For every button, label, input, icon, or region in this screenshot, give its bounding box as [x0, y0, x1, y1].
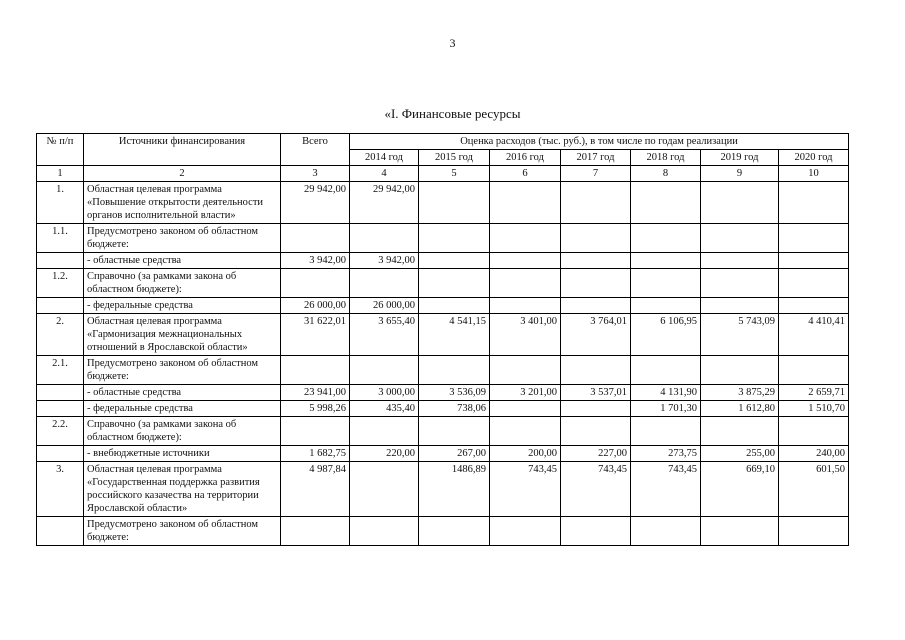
row-year-value: 738,06 — [419, 401, 490, 417]
row-year-value — [561, 182, 631, 224]
row-year-value: 743,45 — [561, 462, 631, 517]
row-year-value — [701, 356, 779, 385]
row-number — [37, 385, 84, 401]
row-year-value — [631, 224, 701, 253]
header-sources: Источники финансирования — [84, 134, 281, 166]
row-total — [281, 224, 350, 253]
row-total: 1 682,75 — [281, 446, 350, 462]
row-year-value — [419, 356, 490, 385]
row-year-value — [779, 253, 849, 269]
row-number: 2.2. — [37, 417, 84, 446]
header-total: Всего — [281, 134, 350, 166]
row-year-value: 4 410,41 — [779, 314, 849, 356]
table-row — [37, 314, 849, 356]
row-year-value — [701, 417, 779, 446]
row-source: Справочно (за рамками закона об областном бюджете): — [84, 417, 281, 446]
row-year-value: 2 659,71 — [779, 385, 849, 401]
index-cell: 4 — [350, 166, 419, 182]
row-number: 1.2. — [37, 269, 84, 298]
row-year-value — [779, 269, 849, 298]
row-total: 26 000,00 — [281, 298, 350, 314]
row-year-value: 3 201,00 — [490, 385, 561, 401]
index-cell: 6 — [490, 166, 561, 182]
row-number — [37, 298, 84, 314]
row-year-value — [561, 517, 631, 546]
row-number: 1. — [37, 182, 84, 224]
table-row — [37, 417, 849, 446]
row-total — [281, 517, 350, 546]
row-source: - областные средства — [84, 385, 281, 401]
header-year: 2018 год — [631, 150, 701, 166]
row-year-value — [561, 356, 631, 385]
row-number — [37, 517, 84, 546]
row-year-value — [561, 417, 631, 446]
table-row — [37, 385, 849, 401]
row-year-value — [490, 182, 561, 224]
row-year-value — [779, 517, 849, 546]
row-year-value: 3 000,00 — [350, 385, 419, 401]
header-no: № п/п — [37, 134, 84, 166]
row-total: 31 622,01 — [281, 314, 350, 356]
row-year-value — [490, 401, 561, 417]
row-total — [281, 269, 350, 298]
row-year-value: 1 612,80 — [701, 401, 779, 417]
row-year-value — [419, 253, 490, 269]
row-year-value — [350, 224, 419, 253]
index-cell: 1 — [37, 166, 84, 182]
row-year-value — [631, 253, 701, 269]
row-year-value — [419, 182, 490, 224]
row-year-value: 3 942,00 — [350, 253, 419, 269]
table-row — [37, 462, 849, 517]
row-year-value — [701, 517, 779, 546]
row-year-value — [490, 224, 561, 253]
header-estimate: Оценка расходов (тыс. руб.), в том числе по годам реализации — [350, 134, 849, 150]
row-year-value — [779, 224, 849, 253]
row-source: - федеральные средства — [84, 298, 281, 314]
row-year-value — [490, 298, 561, 314]
row-year-value: 3 536,09 — [419, 385, 490, 401]
row-year-value — [350, 356, 419, 385]
row-source: Областная целевая программа «Повышение открытости деятельности органов исполнительной власти» — [84, 182, 281, 224]
row-year-value: 273,75 — [631, 446, 701, 462]
row-year-value — [779, 182, 849, 224]
row-year-value: 1 510,70 — [779, 401, 849, 417]
row-year-value — [350, 517, 419, 546]
row-total: 23 941,00 — [281, 385, 350, 401]
row-year-value: 255,00 — [701, 446, 779, 462]
row-year-value: 4 131,90 — [631, 385, 701, 401]
row-year-value — [561, 269, 631, 298]
row-number: 3. — [37, 462, 84, 517]
header-year: 2016 год — [490, 150, 561, 166]
row-year-value — [631, 269, 701, 298]
row-year-value — [779, 417, 849, 446]
row-number: 1.1. — [37, 224, 84, 253]
row-year-value — [490, 417, 561, 446]
row-year-value: 3 655,40 — [350, 314, 419, 356]
row-year-value: 267,00 — [419, 446, 490, 462]
index-cell: 3 — [281, 166, 350, 182]
row-year-value — [779, 298, 849, 314]
row-total — [281, 417, 350, 446]
row-source: - областные средства — [84, 253, 281, 269]
row-year-value: 220,00 — [350, 446, 419, 462]
row-year-value — [631, 417, 701, 446]
row-year-value: 1486,89 — [419, 462, 490, 517]
row-year-value — [701, 253, 779, 269]
row-year-value: 435,40 — [350, 401, 419, 417]
row-source: - внебюджетные источники — [84, 446, 281, 462]
row-year-value — [701, 298, 779, 314]
row-year-value — [350, 269, 419, 298]
row-number: 2. — [37, 314, 84, 356]
header-year: 2017 год — [561, 150, 631, 166]
row-year-value: 669,10 — [701, 462, 779, 517]
row-year-value — [490, 356, 561, 385]
row-number: 2.1. — [37, 356, 84, 385]
row-year-value — [350, 462, 419, 517]
row-year-value: 3 875,29 — [701, 385, 779, 401]
row-total: 5 998,26 — [281, 401, 350, 417]
header-year: 2014 год — [350, 150, 419, 166]
index-cell: 5 — [419, 166, 490, 182]
index-cell: 2 — [84, 166, 281, 182]
row-year-value: 29 942,00 — [350, 182, 419, 224]
header-row — [37, 134, 849, 150]
page-number: 3 — [449, 36, 456, 50]
row-year-value: 6 106,95 — [631, 314, 701, 356]
row-year-value: 3 764,01 — [561, 314, 631, 356]
table-row — [37, 446, 849, 462]
row-year-value — [490, 253, 561, 269]
row-year-value — [701, 224, 779, 253]
row-year-value: 200,00 — [490, 446, 561, 462]
row-year-value: 3 401,00 — [490, 314, 561, 356]
row-year-value: 240,00 — [779, 446, 849, 462]
section-title: «I. Финансовые ресурсы — [384, 106, 521, 121]
row-total: 4 987,84 — [281, 462, 350, 517]
table-row — [37, 517, 849, 546]
row-source: Предусмотрено законом об областном бюджете: — [84, 356, 281, 385]
row-source: Областная целевая программа «Государственная поддержка развития российского казачества на территории Ярославской области» — [84, 462, 281, 517]
financial-resources-table — [36, 133, 849, 546]
table-row — [37, 298, 849, 314]
table-row — [37, 253, 849, 269]
row-source: Предусмотрено законом об областном бюджете: — [84, 224, 281, 253]
row-year-value — [419, 224, 490, 253]
row-year-value — [419, 298, 490, 314]
row-source: Областная целевая программа «Гармонизация межнациональных отношений в Ярославской области» — [84, 314, 281, 356]
row-year-value — [631, 298, 701, 314]
row-year-value — [419, 517, 490, 546]
row-year-value: 227,00 — [561, 446, 631, 462]
row-source: Предусмотрено законом об областном бюджете: — [84, 517, 281, 546]
index-cell: 8 — [631, 166, 701, 182]
index-cell: 10 — [779, 166, 849, 182]
row-year-value: 1 701,30 — [631, 401, 701, 417]
row-year-value: 601,50 — [779, 462, 849, 517]
row-number — [37, 401, 84, 417]
row-year-value — [350, 417, 419, 446]
index-row — [37, 166, 849, 182]
row-total: 3 942,00 — [281, 253, 350, 269]
row-year-value — [561, 401, 631, 417]
row-total — [281, 356, 350, 385]
row-source: - федеральные средства — [84, 401, 281, 417]
row-year-value — [419, 269, 490, 298]
index-cell: 7 — [561, 166, 631, 182]
table-row — [37, 224, 849, 253]
row-year-value — [701, 269, 779, 298]
index-cell: 9 — [701, 166, 779, 182]
row-year-value — [561, 253, 631, 269]
row-year-value: 3 537,01 — [561, 385, 631, 401]
row-year-value: 4 541,15 — [419, 314, 490, 356]
table-row — [37, 269, 849, 298]
row-year-value — [631, 182, 701, 224]
row-year-value — [701, 182, 779, 224]
row-year-value — [631, 356, 701, 385]
row-year-value — [631, 517, 701, 546]
header-year: 2015 год — [419, 150, 490, 166]
row-year-value: 743,45 — [490, 462, 561, 517]
row-year-value: 26 000,00 — [350, 298, 419, 314]
row-year-value — [490, 269, 561, 298]
row-year-value — [561, 224, 631, 253]
row-number — [37, 446, 84, 462]
row-source: Справочно (за рамками закона об областном бюджете): — [84, 269, 281, 298]
row-year-value — [561, 298, 631, 314]
row-year-value: 743,45 — [631, 462, 701, 517]
table-row — [37, 356, 849, 385]
table-row — [37, 401, 849, 417]
row-year-value — [779, 356, 849, 385]
header-year: 2020 год — [779, 150, 849, 166]
header-year: 2019 год — [701, 150, 779, 166]
row-total: 29 942,00 — [281, 182, 350, 224]
row-year-value: 5 743,09 — [701, 314, 779, 356]
row-year-value — [490, 517, 561, 546]
table-row — [37, 182, 849, 224]
row-number — [37, 253, 84, 269]
row-year-value — [419, 417, 490, 446]
